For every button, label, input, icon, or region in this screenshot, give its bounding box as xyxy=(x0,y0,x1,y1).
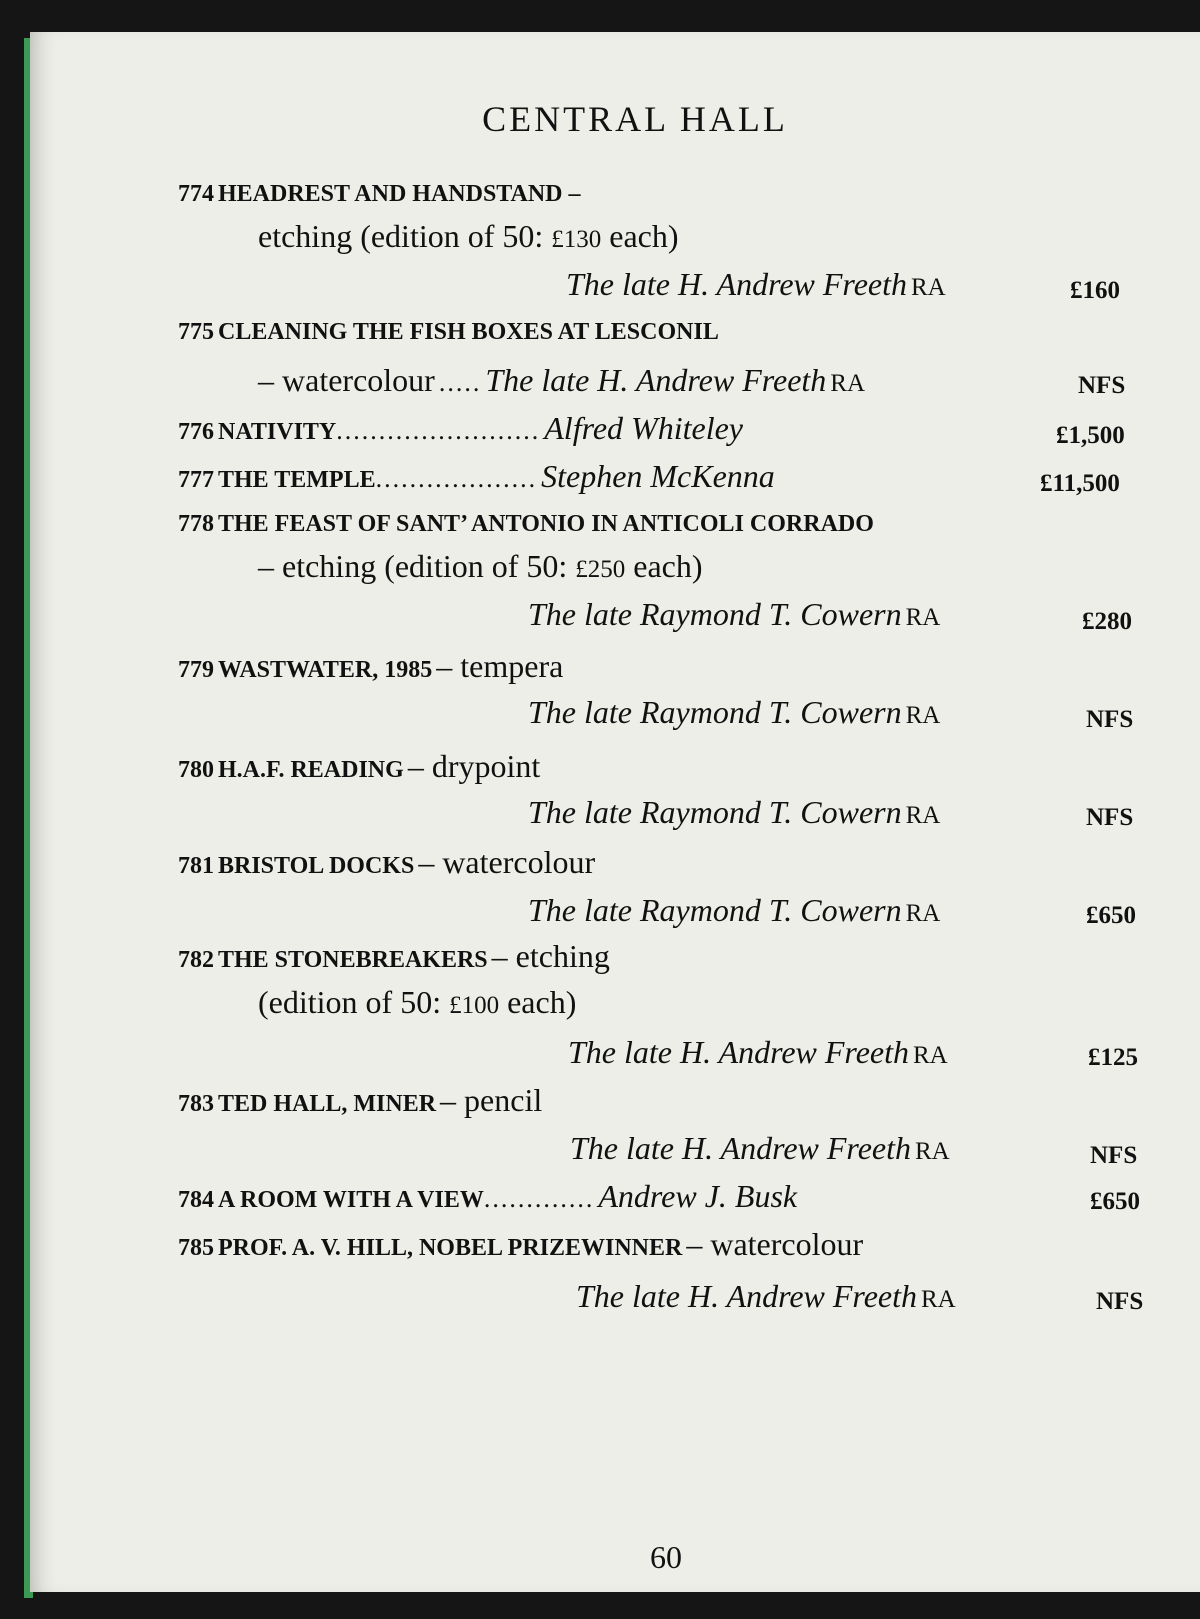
entry-785-heading: 785 PROF. A. V. HILL, NOBEL PRIZEWINNER – watercolour xyxy=(178,1226,864,1262)
entry-776-line: 776 NATIVITY........................ Alfred Whiteley xyxy=(178,410,743,446)
entry-778-price: £280 xyxy=(1082,608,1132,635)
entry-782-price: £125 xyxy=(1088,1044,1138,1071)
entry-778-artist: The late Raymond T. Cowern RA xyxy=(528,596,941,632)
entry-781-heading: 781 BRISTOL DOCKS – watercolour xyxy=(178,844,596,880)
entry-777-line: 777 THE TEMPLE................... Stephen McKenna xyxy=(178,458,775,494)
entry-785-artist: The late H. Andrew Freeth RA xyxy=(576,1278,956,1314)
catalogue-page xyxy=(30,32,1200,1592)
entry-783-artist: The late H. Andrew Freeth RA xyxy=(570,1130,950,1166)
entry-784-price: £650 xyxy=(1090,1188,1140,1215)
entry-title: CLEANING THE FISH BOXES AT LESCONIL xyxy=(218,319,719,345)
page-title: CENTRAL HALL xyxy=(482,99,788,139)
entry-781-artist: The late Raymond T. Cowern RA xyxy=(528,892,941,928)
entry-775-medium-artist: – watercolour ..... The late H. Andrew Freeth RA xyxy=(258,362,866,398)
entry-number: 775 xyxy=(178,319,214,345)
entry-number: 774 xyxy=(178,181,214,207)
entry-780-price: NFS xyxy=(1086,804,1134,831)
page-number: 60 xyxy=(650,1539,682,1575)
entry-774-price: £160 xyxy=(1070,277,1120,304)
entry-783-heading: 783 TED HALL, MINER – pencil xyxy=(178,1082,543,1118)
entry-783-price: NFS xyxy=(1090,1142,1138,1169)
entry-779-heading: 779 WASTWATER, 1985 – tempera xyxy=(178,648,564,684)
entry-784-line: 784 A ROOM WITH A VIEW............. Andrew J. Busk xyxy=(178,1178,798,1214)
entry-title: HEADREST AND HANDSTAND – xyxy=(218,181,581,207)
entry-779-artist: The late Raymond T. Cowern RA xyxy=(528,694,941,730)
entry-782-artist: The late H. Andrew Freeth RA xyxy=(568,1034,948,1070)
entry-780-heading: 780 H.A.F. READING – drypoint xyxy=(178,748,541,784)
entry-774-heading xyxy=(178,182,581,206)
entry-782-heading: 782 THE STONEBREAKERS – etching xyxy=(178,938,610,974)
entry-785-price: NFS xyxy=(1096,1288,1144,1315)
entry-778-heading: 778 THE FEAST OF SANT’ ANTONIO IN ANTICOLI CORRADO xyxy=(178,511,874,537)
entry-779-price: NFS xyxy=(1086,706,1134,733)
entry-778-medium: – etching (edition of 50: £250 each) xyxy=(258,548,703,584)
entry-775-heading xyxy=(178,320,719,344)
entry-774-medium: etching (edition of 50: £130 each) xyxy=(258,218,679,254)
entry-777-price: £11,500 xyxy=(1040,470,1120,497)
entry-776-price: £1,500 xyxy=(1056,422,1125,449)
entry-782-edition: (edition of 50: £100 each) xyxy=(258,984,577,1020)
entry-780-artist: The late Raymond T. Cowern RA xyxy=(528,794,941,830)
entry-774-artist: The late H. Andrew Freeth RA xyxy=(566,266,946,302)
entry-775-price: NFS xyxy=(1078,372,1126,399)
entry-781-price: £650 xyxy=(1086,902,1136,929)
